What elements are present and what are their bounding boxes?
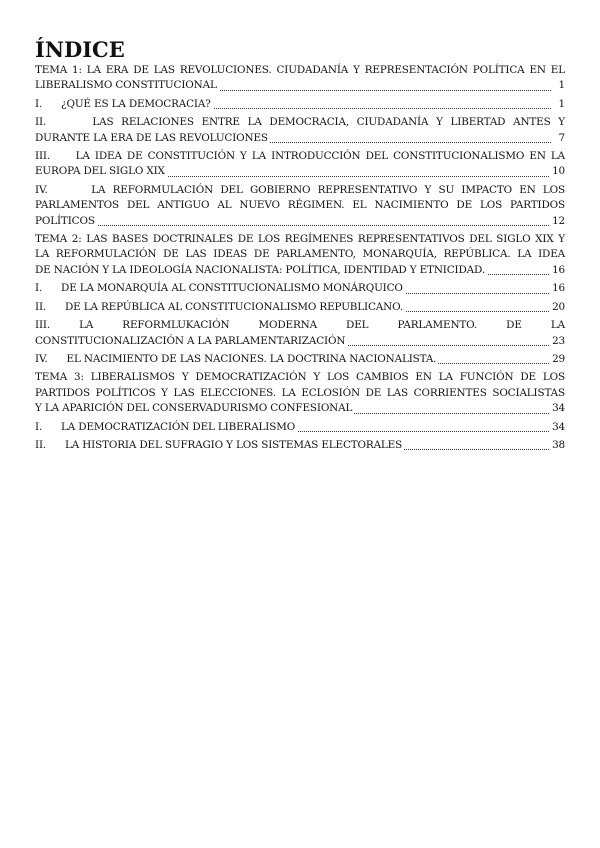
toc-entry[interactable] <box>35 232 565 278</box>
toc-entry[interactable] <box>35 115 565 146</box>
toc-entry[interactable] <box>35 63 565 94</box>
toc-entry[interactable] <box>35 300 565 315</box>
toc-entry-title: POLÍTICOS <box>35 214 95 227</box>
toc-entry[interactable] <box>35 352 565 367</box>
toc-entry-line: PARLAMENTOS DEL ANTIGUO AL NUEVO RÉGIMEN. EL NACIMIENTO DE LOS PARTIDOS <box>35 199 565 212</box>
toc-entry-title: II. LA HISTORIA DEL SUFRAGIO Y LOS SISTEMAS ELECTORALES <box>35 438 403 451</box>
toc-entry-leader-line <box>35 401 565 416</box>
toc-entry[interactable] <box>35 420 565 435</box>
toc-entry-leader-line <box>35 131 565 146</box>
toc-page <box>35 38 565 456</box>
toc-entry-leader-line <box>35 164 565 179</box>
toc-entry-title: EUROPA DEL SIGLO XIX <box>35 165 165 178</box>
toc-entry[interactable] <box>35 438 565 453</box>
toc-page-number: 16 <box>550 263 565 278</box>
toc-page-number: 34 <box>550 401 565 416</box>
toc-entry-leader-line <box>35 263 565 278</box>
toc-entry-leader-line <box>35 281 565 296</box>
toc-entry-title: I. DE LA MONARQUÍA AL CONSTITUCIONALISMO MONÁRQUICO <box>35 282 403 295</box>
toc-page-number: 20 <box>550 300 565 315</box>
toc-entry-line: IV. LA REFORMULACIÓN DEL GOBIERNO REPRESENTATIVO Y SU IMPACTO EN LOS <box>35 183 565 196</box>
toc-page-number: 23 <box>550 334 565 349</box>
toc-page-number: 29 <box>550 352 565 367</box>
toc-page-number: 12 <box>550 214 565 229</box>
toc-entry-leader-line <box>35 438 565 453</box>
toc-entry-leader-line <box>35 78 565 93</box>
toc-list <box>35 63 565 453</box>
toc-entry-leader-line <box>35 214 565 229</box>
toc-entry-title: CONSTITUCIONALIZACIÓN A LA PARLAMENTARIZACIÓN <box>35 334 346 347</box>
toc-title: ÍNDICE <box>35 37 125 62</box>
toc-page-number: 1 <box>557 78 565 93</box>
toc-entry-leader-line <box>35 97 565 112</box>
toc-page-number: 7 <box>557 131 565 146</box>
toc-page-number: 34 <box>550 420 565 435</box>
toc-entry[interactable] <box>35 370 565 416</box>
toc-entry-leader-line <box>35 334 565 349</box>
toc-entry-title: II. DE LA REPÚBLICA AL CONSTITUCIONALISMO REPUBLICANO. <box>35 300 404 313</box>
toc-entry-line: III. LA IDEA DE CONSTITUCIÓN Y LA INTRODUCCIÓN DEL CONSTITUCIONALISMO EN LA <box>35 150 565 163</box>
toc-entry-leader-line <box>35 300 565 315</box>
toc-entry-title: LIBERALISMO CONSTITUCIONAL <box>35 79 217 92</box>
toc-entry-title: I. LA DEMOCRATIZACIÓN DEL LIBERALISMO <box>35 420 296 433</box>
toc-entry-title: I. ¿QUÉ ES LA DEMOCRACIA? <box>35 97 211 110</box>
toc-page-number: 16 <box>550 281 565 296</box>
toc-entry-leader-line <box>35 420 565 435</box>
toc-entry-line: PARTIDOS POLÍTICOS Y LAS ELECCIONES. LA ECLOSIÓN DE LAS CORRIENTES SOCIALISTAS <box>35 386 565 399</box>
toc-entry[interactable] <box>35 97 565 112</box>
toc-entry-line: II. LAS RELACIONES ENTRE LA DEMOCRACIA, CIUDADANÍA Y LIBERTAD ANTES Y <box>35 116 565 129</box>
toc-entry-title: DE NACIÓN Y LA IDEOLOGÍA NACIONALISTA: POLÍTICA, IDENTIDAD Y ETNICIDAD. <box>35 263 485 276</box>
toc-page-number: 10 <box>550 164 565 179</box>
toc-entry-line: TEMA 1: LA ERA DE LAS REVOLUCIONES. CIUDADANÍA Y REPRESENTACIÓN POLÍTICA EN EL <box>35 64 565 76</box>
toc-entry-line: III. LA REFORMLUKACIÓN MODERNA DEL PARLAMENTO. DE LA <box>35 319 565 332</box>
toc-entry[interactable] <box>35 281 565 296</box>
toc-entry[interactable] <box>35 183 565 229</box>
toc-entry-line: LA REFORMULACIÓN DE LAS IDEAS DE PARLAMENTO, MONARQUÍA, REPÚBLICA. LA IDEA <box>35 248 565 261</box>
toc-page-number: 1 <box>557 97 565 112</box>
toc-entry[interactable] <box>35 149 565 180</box>
toc-entry-line: TEMA 3: LIBERALISMOS Y DEMOCRATIZACIÓN Y LOS CAMBIOS EN LA FUNCIÓN DE LOS <box>35 371 565 384</box>
toc-entry[interactable] <box>35 318 565 349</box>
toc-entry-title: Y LA APARICIÓN DEL CONSERVADURISMO CONFESIONAL <box>35 402 353 415</box>
toc-entry-title: IV. EL NACIMIENTO DE LAS NACIONES. LA DOCTRINA NACIONALISTA. <box>35 352 437 365</box>
toc-entry-title: DURANTE LA ERA DE LAS REVOLUCIONES <box>35 131 268 144</box>
toc-entry-line: TEMA 2: LAS BASES DOCTRINALES DE LOS REGÍMENES REPRESENTATIVOS DEL SIGLO XIX Y <box>35 233 565 246</box>
dot-leader <box>35 225 551 226</box>
toc-entry-leader-line <box>35 352 565 367</box>
toc-page-number: 38 <box>550 438 565 453</box>
